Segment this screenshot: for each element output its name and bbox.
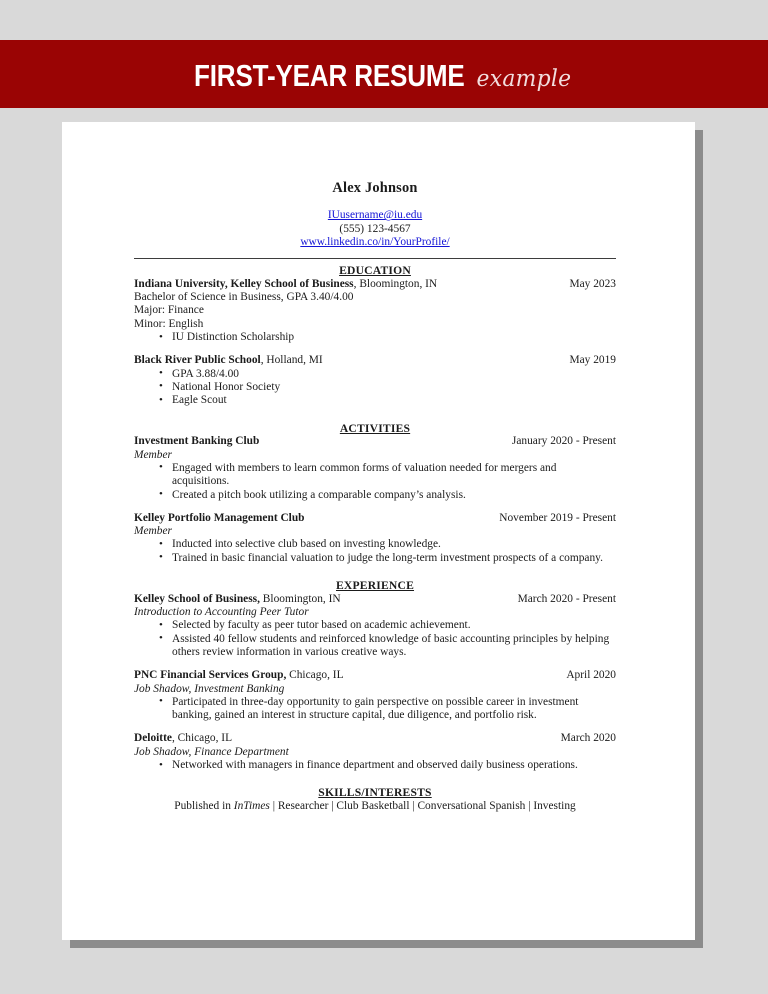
skills-publication-title: InTimes <box>233 800 270 813</box>
header-divider-rule <box>134 258 616 259</box>
resume-page <box>62 122 695 940</box>
entry-role: Job Shadow, Finance Department <box>134 745 289 758</box>
linkedin-link[interactable]: www.linkedin.co/in/YourProfile/ <box>300 236 450 249</box>
entry-bullet-list <box>134 696 616 723</box>
list-item: • Assisted 40 fellow students and reinforced knowledge of basic accounting principles by helping others review information in various creative ways. <box>134 633 616 660</box>
skills-prefix: Published in <box>174 800 234 813</box>
activities-entry-1 <box>134 435 616 501</box>
experience-entry-3 <box>134 732 616 772</box>
list-item: • Eagle Scout <box>134 394 616 407</box>
banner-text-group <box>194 58 574 94</box>
list-item: • Created a pitch book utilizing a comparable company’s analysis. <box>134 489 616 502</box>
spacer <box>134 344 616 354</box>
entry-detail-line: Major: Finance <box>134 304 204 317</box>
list-item: • IU Distinction Scholarship <box>134 331 616 344</box>
section-heading-activities: ACTIVITIES <box>339 421 411 435</box>
experience-entry-1 <box>134 593 616 659</box>
entry-bullet-list <box>134 619 616 659</box>
entry-bullet-list <box>134 331 616 344</box>
entry-header-row <box>134 669 616 682</box>
resume-candidate-name: Alex Johnson <box>332 180 418 196</box>
entry-header-row <box>134 278 616 291</box>
entry-date: November 2019 - Present <box>499 511 616 524</box>
banner-title: FIRST-YEAR RESUME <box>193 58 465 93</box>
entry-role: Introduction to Accounting Peer Tutor <box>134 606 309 619</box>
entry-date: April 2020 <box>566 669 616 682</box>
list-item: • National Honor Society <box>134 381 616 394</box>
entry-date: March 2020 - Present <box>517 592 616 605</box>
list-item: • Participated in three-day opportunity to gain perspective on possible career in investment banking, gained an interest in structure capital, due diligence, and portfolio risk. <box>134 696 616 723</box>
resume-contact-block <box>134 209 616 250</box>
entry-date: May 2019 <box>569 354 616 367</box>
spacer <box>134 659 616 669</box>
entry-bullet-list <box>134 462 616 502</box>
section-heading-skills-interests: SKILLS/INTERESTS <box>318 786 432 800</box>
entry-detail-line: Bachelor of Science in Business, GPA 3.40/4.00 <box>134 291 354 304</box>
entry-header-row <box>134 435 616 448</box>
list-item: • Engaged with members to learn common forms of valuation needed for mergers and acquisitions. <box>134 462 616 489</box>
entry-organization-location: , Chicago, IL <box>171 732 233 745</box>
spacer <box>134 502 616 512</box>
entry-organization <box>134 732 232 745</box>
resume-content <box>134 182 616 813</box>
list-item: • Selected by faculty as peer tutor based on academic achievement. <box>134 619 616 632</box>
entry-date: January 2020 - Present <box>511 435 616 448</box>
entry-role: Job Shadow, Investment Banking <box>134 682 285 695</box>
entry-organization-bold: Investment Banking Club <box>134 435 260 448</box>
entry-organization-location: Chicago, IL <box>286 669 344 682</box>
list-item: • GPA 3.88/4.00 <box>134 368 616 381</box>
entry-bullet-list <box>134 538 616 565</box>
entry-date: May 2023 <box>569 277 616 290</box>
list-item: • Inducted into selective club based on investing knowledge. <box>134 538 616 551</box>
entry-organization-location: , Holland, MI <box>260 354 323 367</box>
entry-header-row <box>134 354 616 367</box>
section-heading-experience: EXPERIENCE <box>335 579 415 593</box>
entry-organization <box>134 278 437 291</box>
entry-organization-location: , Bloomington, IN <box>353 277 438 290</box>
entry-organization <box>134 435 259 448</box>
phone-number: (555) 123-4567 <box>339 222 411 235</box>
entry-role: Member <box>134 448 172 461</box>
entry-detail-line: Minor: English <box>134 317 204 330</box>
entry-organization-bold: Deloitte <box>134 732 172 745</box>
education-entry-1 <box>134 278 616 344</box>
entry-organization-location: Bloomington, IN <box>259 592 341 605</box>
activities-entry-2 <box>134 512 616 565</box>
experience-entry-2 <box>134 669 616 722</box>
entry-organization-bold: PNC Financial Services Group, <box>134 669 287 682</box>
entry-organization-bold: Black River Public School <box>134 354 261 367</box>
entry-date: March 2020 <box>560 732 616 745</box>
entry-bullet-list <box>134 759 616 772</box>
entry-role: Member <box>134 525 172 538</box>
banner-subtitle: example <box>476 66 572 92</box>
entry-organization-bold: Indiana University, Kelley School of Business <box>134 277 354 290</box>
entry-organization-bold: Kelley Portfolio Management Club <box>134 511 305 524</box>
entry-organization <box>134 593 341 606</box>
section-heading-education: EDUCATION <box>339 264 411 278</box>
entry-header-row <box>134 593 616 606</box>
entry-organization <box>134 512 305 525</box>
entry-bullet-list <box>134 368 616 408</box>
entry-header-row <box>134 512 616 525</box>
entry-organization <box>134 354 323 367</box>
list-item: • Networked with managers in finance department and observed daily business operations. <box>134 759 616 772</box>
entry-header-row <box>134 732 616 745</box>
skills-interests-line <box>134 800 616 813</box>
entry-organization-bold: Kelley School of Business, <box>134 592 260 605</box>
list-item: • Trained in basic financial valuation to judge the long-term investment prospects of a company. <box>134 552 616 565</box>
page-header-banner <box>0 40 768 108</box>
education-entry-2 <box>134 354 616 407</box>
email-link[interactable]: IUusername@iu.edu <box>327 209 423 222</box>
spacer <box>134 722 616 732</box>
entry-organization <box>134 669 344 682</box>
skills-rest: | Researcher | Club Basketball | Conversational Spanish | Investing <box>269 800 576 813</box>
